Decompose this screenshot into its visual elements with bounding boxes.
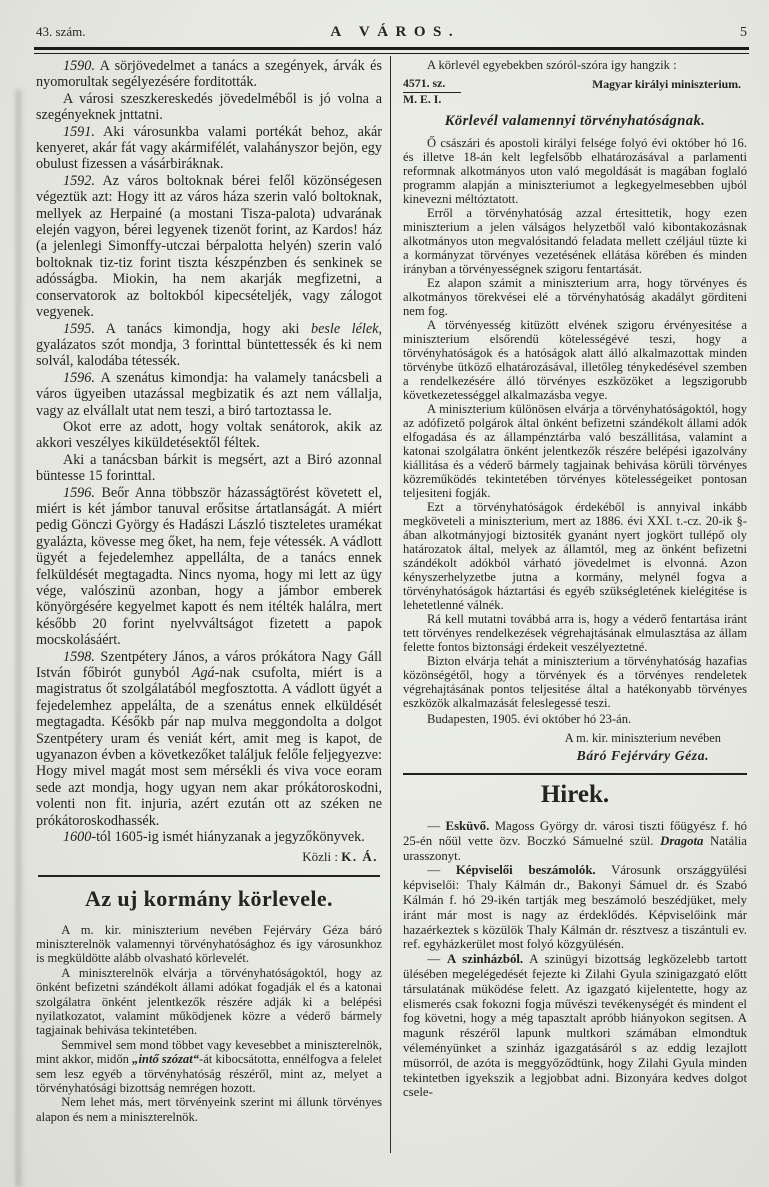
circular-paragraph: Bizton elvárja tehát a miniszterium a törvényhatóság hazafias közönségétől, hogy a törvények és a törvényes rendeletek végrehajtásának pontos teljesitése által a hatékonyabb törvényes eszközök alkalmazását feleslegessé teszi. [403, 654, 747, 710]
circular-paragraph: Rá kell mutatni továbbá arra is, hogy a véderő fentartása iránt tett törvényes rendelkezések végrehajtásának elmulasztása az állam felette fontos biztonsági érdekeit veszélyeztetné. [403, 612, 747, 654]
left-column [36, 58, 382, 1124]
protocol-paragraph: Aki a tanácsban bárkit is megsért, azt a Biró azonnal büntesse 15 forinttal. [36, 451, 382, 485]
protocol-paragraph: A városi szeszkereskedés jövedelméből is jó volna a szegényeknek jnttatni. [36, 90, 382, 124]
byline-initials: K. Á. [341, 848, 378, 864]
protocol-paragraph: 1592. Az város boltoknak bérei felől közönségesen végeztük azt: Hogy itt az város háza szerin való boltoknak, mellyek az Herpainé (a mostani Tisza-palota) udvarának elején vagyon, bérei legyenek tizenöt forint, az Kardos! ház (a jelenlegi Simonffy-utczai bérpalotta helyén) szerin való boltoknak tiz-tiz forint tiszta készpénzben és senkinek se adósságba. Miokin, ha nem akarják megfizetni, a conservatorok az boltokból kipecsételjék, vagy zálogot vegyenek. [36, 172, 382, 321]
protocol-paragraph: 1591. Aki városunkba valami portékát behoz, akár kenyeret, akár fát vagy akármifélét, valahányszor bejön, egy obulust fizessen a vásárbiráknak. [36, 123, 382, 173]
page-header [36, 24, 747, 46]
news-items [403, 819, 747, 1100]
circular-paragraph: A törvényesség kitüzött elvének szigoru érvényesitése a miniszterium elsőrendü kötelességévé teszi, hogy a törvényhatóságok és a hatóságok alatt álló alkalmazottak minden törvénybe ütköző elhatározásával, illetőleg ténykedésével szemben a rendelkezésére álló törvényes eszközöket a legszigorubb következetességgel alkalmazásba vegye. [403, 318, 747, 402]
masthead-title: A VÁROS. [330, 24, 461, 40]
signature-org: A m. kir. miniszterium nevében [564, 731, 721, 745]
circular-title: Körlevél valamennyi törvényhatóságnak. [444, 113, 706, 129]
news-item: — Esküvő. Magoss György dr. városi tiszti főügyész f. hó 25-én nőül vette özv. Boczkó Sámuelné szül. Dragota Natália urasszonyt. [403, 819, 747, 863]
reference-number: 4571. sz. [403, 77, 461, 93]
circular-intro: A körlevél egyebekben szóról-szóra igy hangzik : [426, 58, 677, 72]
circular-reference [403, 77, 747, 106]
scan-artifact [16, 90, 24, 1187]
circular-paragraph: Ez alapon számit a miniszterium arra, hogy törvényes és alkotmányos törekvései elé a törvényhatóság akadályt görditeni nem fog. [403, 276, 747, 318]
section-divider-rule [38, 875, 380, 877]
protocol-paragraph: 1598. Szentpétery János, a város prókátora Nagy Gáll István főbirót gunyból Agá-nak csufolta, miért is a magistratus őt szolgálatából megfosztotta. A vádlott ügyét a fejedelemhez appelálta, de a szenátus ennek elküldését megtagadta. Későkb pár nap mulva meggondolta a dolgot Szentpétery uram és veniát kért, amit meg is kapot, de ugyanazon évben a következőket találjuk felőle feljegyezve: Hogy mivel magát most sem mérsékli és viva voce eoram sede azt mondja, hogy ugyan nem akar prókátoroskodni, volenti non fit. injuria, azért ezután ott az széken ne prókátoroskodhassék. [36, 648, 382, 829]
right-column [403, 58, 747, 1100]
protocol-paragraph: 1600-tól 1605-ig ismét hiányzanak a jegyzőkönyvek. [62, 829, 365, 846]
protocol-paragraph: 1596. Beőr Anna többször házasságtörést követett el, miért is két jámbor tanuval erősitse ártatlanságát. A miért pedig Gönczi György és Hadászi László tiszteletes uramékat gyalázta, kövesse meg őket, ha nem, feje vétessék. A vádlott ügyét a fejedelemhez appellálta, de a tanács ennek felküldését megtagadta. Nincs nyoma, hogy mi lett az ügy vége, valószinü azonban, hogy a jámbor emberek könyörgésére kegyelmet kapott és nem itélték halálra, mert később 20 forint nyelvváltságot fizetett a papok mocskolásáért. [36, 484, 382, 649]
ministry-name: Magyar királyi miniszterium. [592, 77, 741, 91]
protocol-extracts [36, 58, 382, 846]
section-body [36, 923, 382, 1125]
circular-paragraph: Ezt a törvényhatóságok érdekéből is annyival inkább megköveteli a miniszterium, mert az 1886. évi XXI. t.-cz. 20-ik §-ában alkotmányjogi biztositék gyanánt nyert jogkört tullépő oly határozatok által, melyek az államtól, meg az önként befizetni szándékolt adókból várható jövedelmet is elvonná. Azon kényszerhelyzetbe jutna a kormány, melynél fogva a törvényhatóságok háztartási és egyéb szükségletének kielégitése is lehetetlenné válnék. [403, 500, 747, 612]
section-paragraph: Nem lehet más, mert törvényeink szerint mi állunk törvényes alapon és nem a miniszterelnök. [36, 1095, 382, 1124]
section-paragraph: A miniszterelnök elvárja a törvényhatóságoktól, hogy az önként befizetni szándékolt állami adókat fogadják el és a katonai szolgálatra önként jelentkezők részére adják ki a belépési nyilatkozatot, valamint működjenek közre a véderő bármely tagjainak behivása tekintetében. [36, 965, 382, 1038]
protocol-paragraph: Okot erre az adott, hogy voltak senátorok, akik az akkori veszélyes kiküldetésektől féltek. [36, 418, 382, 452]
signature-block [565, 731, 721, 764]
protocol-paragraph: 1596. A szenátus kimondja: ha valamely tanácsbeli a város ügyeiben utazással megbizatik és azt nem vállalja, vagy az elvállalt utat nem teszi, a biró tartoztassa le. [36, 369, 382, 419]
signature-name: Báró Fejérváry Géza. [576, 748, 710, 763]
column-divider-rule [390, 56, 391, 1153]
protocol-paragraph: 1595. A tanács kimondja, hogy aki besle lélek, gyalázatos szót mondja, 3 forinttal büntettessék és ki nem solvál, kalodába tétessék. [36, 320, 382, 370]
byline [36, 849, 382, 865]
section-paragraph: Semmivel sem mond többet vagy kevesebbet a miniszterelnök, mint akkor, midőn „intő szózat“-át kibocsátotta, ennélfogva a felelet sem lesz egyéb a törvényhatóság részéről, mint az, melyet a törvényhatósági bizottság nemrégen hozott. [36, 1037, 383, 1095]
news-item: — Képviselői beszámolók. Városunk országgyülési képviselői: Thaly Kálmán dr., Bakonyi Sámuel dr. és Szabó Kálmán f. hó 29-ikén tartják meg beszámoló beszédjüket, mely iránt már most is nagy az érdeklődés. Képviselőink már hazaérkeztek s közülök Thaly Kálmán dr. résztvesz a tiszántuli ev. ref. egyházkerület most folyó közgyülésén. [403, 863, 747, 952]
news-heading: Hirek. [540, 781, 610, 808]
section-heading: Az uj kormány körlevele. [85, 885, 333, 911]
circular-paragraph: Ő császári és apostoli királyi felsége folyó évi október hó 16. és illetve 18-án kelt legfelsőbb elhatározásával a parlamenti reformnak alkotmányos uton való megoldását is magában foglaló programm alapján a miniszteriumot a legkegyelmesebben ujból kinevezni méltóztatott. [403, 136, 747, 206]
header-rule [34, 47, 749, 54]
news-divider-rule [403, 773, 747, 775]
news-item: — A szinházból. A szinügyi bizottság legközelebb tartott ülésében megelégedését fejezte ki Zilahi Gyula szinigazgató előtt társulatának müködése felett. Az igazgató kijelentette, hogy az elismerés csak fokozni fogja művészi tevékenységét és mindent el fog követni, hogy a még tapasztalt apróbb hiányokon segitsen. A magunk részéről lapunk multkori számában elmondtuk véleményünket a szinház igazgatásáról s az eddig lezajlott müsorról, de azóta is meggyőződtünk, hogy Zilahi Gyula minden tekintetben igyekszik a legjobbat adni. Bizonyára kedves dolgot csele- [403, 952, 747, 1100]
page-number: 5 [740, 25, 747, 40]
dateline: Budapesten, 1905. évi október hó 23-án. [426, 712, 632, 726]
byline-label: Közli : [302, 848, 338, 864]
section-paragraph: A m. kir. miniszterium nevében Fejérváry Géza báró miniszterelnök valamennyi törvényhatósághoz és igy városunkhoz is megküldötte alább olvasható körlevelét. [36, 922, 382, 966]
issue-number: 43. szám. [36, 24, 86, 39]
reference-block [403, 77, 461, 106]
circular-paragraph: A miniszterium különösen elvárja a törvényhatóságoktól, hogy az adófizető polgárok által önként befizetni szándékolt állami adók elfogadása és az állampénztárba való beszállitása, valamint a katonai szolgálatra önként jelentkezők részére belépési igazolvány kiállitása és a véderő bármely tagjainak behivása körüli törvényes közreműködés tekintetében törvényes kötelességeiket pontosan teljesiteni fogják. [403, 402, 747, 500]
protocol-paragraph: 1590. A sörjövedelmet a tanács a szegények, árvák és nyomorultak segélyezésére forditották. [36, 58, 382, 91]
circular-paragraph: Erről a törvényhatóság azzal értesittetik, hogy ezen miniszterium a jelen válságos helyzetből való kibontakozásnak alkotmányos uton megvalósitandó feladata mellett czéljául tüzte ki a kormányzat törvényes vezetésének ellátása körében és minden irányban a törvényességnek szigoru fentartását. [403, 206, 747, 276]
reference-code: M. E. I. [403, 91, 442, 106]
